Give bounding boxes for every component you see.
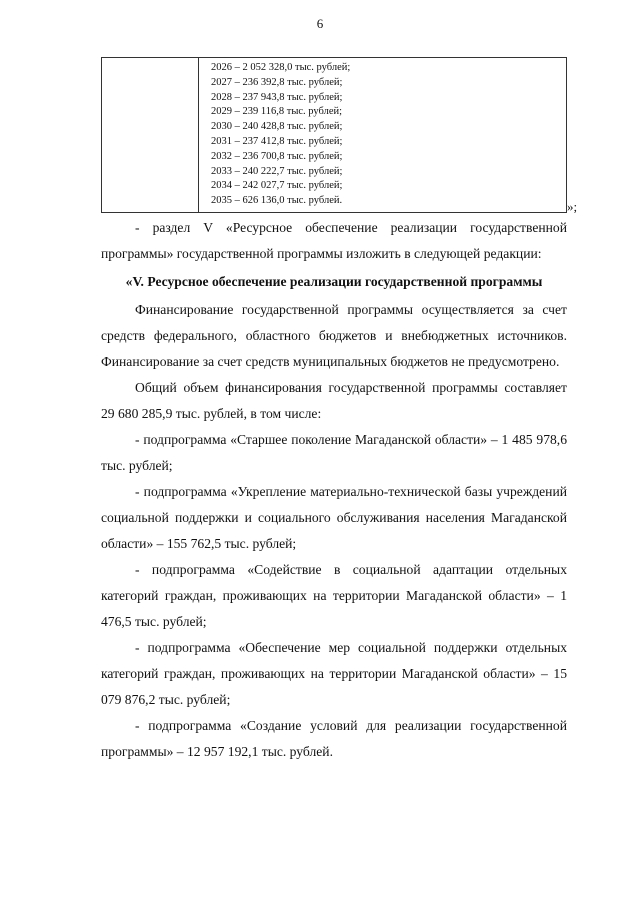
- table-line: 2032 – 236 700,8 тыс. рублей;: [211, 150, 343, 162]
- paragraph-subprogram-5: - подпрограмма «Создание условий для реализации государственной программы» – 12 957 192,1 тыс. рублей.: [101, 718, 567, 759]
- page-number: 6: [316, 16, 324, 31]
- table-line: 2028 – 237 943,8 тыс. рублей;: [211, 91, 343, 103]
- document-body: [101, 215, 567, 765]
- table-line: 2035 – 626 136,0 тыс. рублей.: [211, 195, 343, 207]
- table-line: 2033 – 240 222,7 тыс. рублей;: [211, 165, 343, 177]
- paragraph-financing-sources: Финансирование государственной программы осуществляется за счет средств федерального, областного бюджетов и внебюджетных источников. Финансирование за счет средств муниципальных бюджетов не предусмотрено.: [101, 302, 567, 369]
- table-line: 2030 – 240 428,8 тыс. рублей;: [211, 121, 343, 133]
- paragraph-subprogram-2: - подпрограмма «Укрепление материально-технической базы учреждений социальной поддержки и социального обслуживания населения Магаданской области» – 155 762,5 тыс. рублей;: [101, 484, 567, 551]
- financing-table: [101, 57, 567, 213]
- table-values-cell: [201, 61, 561, 209]
- table-column-divider: [198, 57, 199, 213]
- table-closing-quote: »;: [567, 199, 578, 214]
- section-heading: «V. Ресурсное обеспечение реализации государственной программы: [125, 274, 543, 289]
- table-line: 2027 – 236 392,8 тыс. рублей;: [211, 76, 343, 88]
- table-line: 2034 – 242 027,7 тыс. рублей;: [211, 180, 343, 192]
- table-line: 2031 – 237 412,8 тыс. рублей;: [211, 135, 343, 147]
- paragraph-subprogram-1: - подпрограмма «Старшее поколение Магаданской области» – 1 485 978,6 тыс. рублей;: [101, 432, 567, 473]
- paragraph-total-volume: Общий объем финансирования государственной программы составляет 29 680 285,9 тыс. рублей, в том числе:: [101, 380, 567, 421]
- table-line: 2026 – 2 052 328,0 тыс. рублей;: [211, 62, 351, 73]
- table-line: 2029 – 239 116,8 тыс. рублей;: [211, 106, 343, 118]
- paragraph-subprogram-4: - подпрограмма «Обеспечение мер социальной поддержки отдельных категорий граждан, проживающих на территории Магаданской области» – 15 079 876,2 тыс. рублей;: [101, 640, 567, 707]
- paragraph-section-intro: - раздел V «Ресурсное обеспечение реализации государственной программы» государственной программы изложить в следующей редакции:: [101, 220, 567, 261]
- paragraph-subprogram-3: - подпрограмма «Содействие в социальной адаптации отдельных категорий граждан, проживающих на территории Магаданской области» – 1 476,5 тыс. рублей;: [101, 562, 567, 629]
